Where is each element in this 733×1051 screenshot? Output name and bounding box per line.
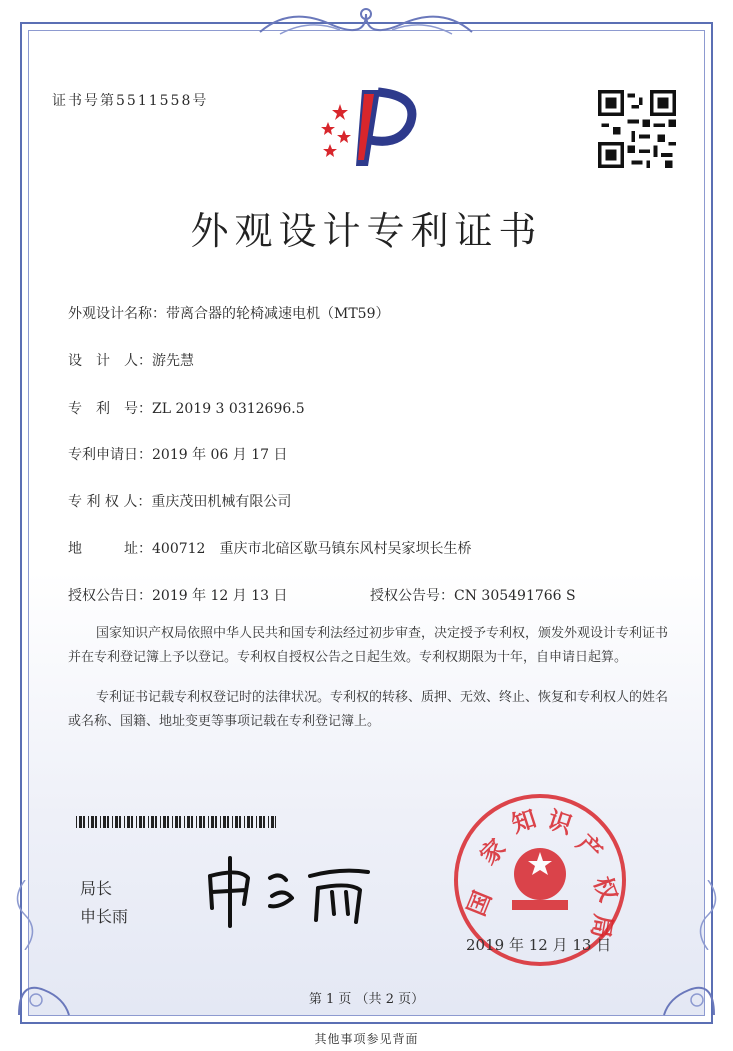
design-name-label: 外观设计名称： xyxy=(68,306,166,322)
side-ornament-left xyxy=(10,880,40,950)
side-ornament-right xyxy=(693,880,723,950)
designer-label: 设 计 人： xyxy=(68,353,152,369)
svg-text:知: 知 xyxy=(508,804,540,839)
barcode-icon xyxy=(76,816,276,828)
svg-text:识: 识 xyxy=(544,805,576,840)
designer-row xyxy=(68,350,194,370)
filing-date-value: 2019 年 06 月 17 日 xyxy=(152,447,288,463)
svg-text:国: 国 xyxy=(462,887,498,920)
patentee-row xyxy=(68,491,291,511)
svg-text:家: 家 xyxy=(474,833,512,871)
seal-date: 2019 年 12 月 13 日 xyxy=(466,936,612,954)
grant-date-label: 授权公告日： xyxy=(68,588,152,604)
document-title: 外观设计专利证书 xyxy=(190,209,543,253)
grant-number-row xyxy=(370,585,576,605)
patentee-value: 重庆茂田机械有限公司 xyxy=(151,494,292,510)
cnipa-logo-icon xyxy=(300,82,430,172)
qr-code-icon xyxy=(598,90,676,168)
grant-date-value: 2019 年 12 月 13 日 xyxy=(152,588,288,604)
address-value: 400712 重庆市北碚区歇马镇东风村吴家坝长生桥 xyxy=(152,541,472,557)
director-name: 申长雨 xyxy=(80,907,129,926)
grant-date-row xyxy=(68,585,288,605)
address-label: 地 址： xyxy=(68,541,152,557)
footer-note: 其他事项参见背面 xyxy=(314,1032,419,1046)
page-number: 第 1 页 （共 2 页） xyxy=(308,992,425,1007)
grant-number-label: 授权公告号： xyxy=(370,588,454,604)
legal-status-paragraph: 专利证书记载专利权登记时的法律状况。专利权的转移、质押、无效、终止、恢复和专利权人的姓名或名称、国籍、地址变更等事项记载在专利登记簿上。 xyxy=(68,690,669,729)
patent-number-label: 专 利 号： xyxy=(68,401,152,417)
svg-text:权: 权 xyxy=(587,873,623,906)
address-row xyxy=(68,538,471,558)
designer-value: 游先慧 xyxy=(152,353,194,369)
design-name-row xyxy=(68,303,390,323)
filing-date-row xyxy=(68,444,288,464)
top-ornament xyxy=(250,4,483,40)
patent-number-row xyxy=(68,398,305,418)
grant-number-value: CN 305491766 S xyxy=(454,588,576,604)
svg-text:局: 局 xyxy=(585,912,618,941)
design-name-value: 带离合器的轮椅减速电机（MT59） xyxy=(166,306,390,322)
filing-date-label: 专利申请日： xyxy=(68,447,152,463)
certificate-number: 证书号第5511558号 xyxy=(52,93,209,109)
patentee-label: 专 利 权 人： xyxy=(68,494,152,510)
director-title: 局长 xyxy=(80,879,113,898)
director-signature xyxy=(200,848,380,928)
patent-number-value: ZL 2019 3 0312696.5 xyxy=(152,401,305,417)
svg-text:产: 产 xyxy=(571,829,608,866)
grant-statement-paragraph: 国家知识产权局依照中华人民共和国专利法经过初步审查，决定授予专利权，颁发外观设计专利证书并在专利登记簿上予以登记。专利权自授权公告之日起生效。专利权期限为十年，自申请日起算。 xyxy=(68,626,669,665)
